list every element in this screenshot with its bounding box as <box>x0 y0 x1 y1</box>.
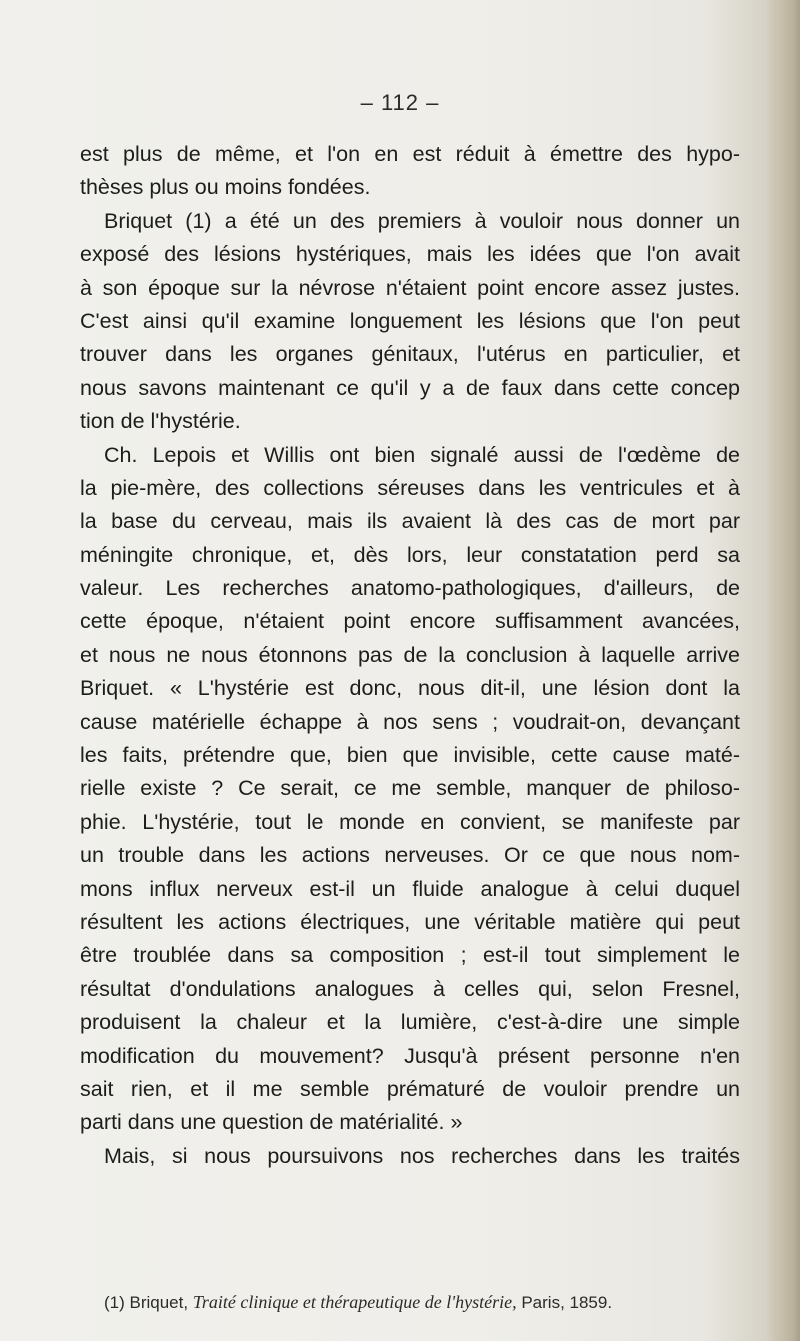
text-line: C'est ainsi qu'il examine longuement les lésions que l'on peut <box>80 308 740 333</box>
footnote <box>104 1292 744 1313</box>
text-line: modification du mouvement? Jusqu'à présent personne n'en <box>80 1043 740 1068</box>
text-line: tion de l'hystérie. <box>80 409 241 434</box>
text-line: Briquet (1) a été un des premiers à vouloir nous donner un <box>104 208 740 233</box>
text-line: nous savons maintenant ce qu'il y a de faux dans cette concep <box>80 375 740 400</box>
text-line: phie. L'hystérie, tout le monde en convient, se manifeste par <box>80 809 740 834</box>
footnote-rest: Paris, 1859. <box>521 1293 613 1312</box>
text-line: Mais, si nous poursuivons nos recherches dans les traités <box>104 1143 740 1168</box>
text-line: résultent les actions électriques, une véritable matière qui peut <box>80 909 740 934</box>
footnote-marker: (1) Briquet, <box>104 1293 189 1312</box>
text-line: résultat d'ondulations analogues à celles qui, selon Fresnel, <box>80 976 740 1001</box>
text-line: être troublée dans sa composition ; est-il tout simplement le <box>80 943 740 968</box>
text-line: et nous ne nous étonnons pas de la conclusion à laquelle arrive <box>80 642 740 667</box>
text-line: Briquet. « L'hystérie est donc, nous dit-il, une lésion dont la <box>80 676 740 701</box>
text-line: un trouble dans les actions nerveuses. Or ce que nous nom- <box>80 843 740 868</box>
text-line: cette époque, n'étaient point encore suffisamment avancées, <box>80 609 740 634</box>
text-line: valeur. Les recherches anatomo-pathologiques, d'ailleurs, de <box>80 576 740 601</box>
footnote-title: Traité clinique et thérapeutique de l'hystérie, <box>192 1292 517 1312</box>
text-line: la base du cerveau, mais ils avaient là des cas de mort par <box>80 509 740 534</box>
text-line: rielle existe ? Ce serait, ce me semble, manquer de philoso- <box>80 776 740 801</box>
text-line: produisent la chaleur et la lumière, c'est-à-dire une simple <box>80 1010 740 1035</box>
text-line: cause matérielle échappe à nos sens ; voudrait-on, devançant <box>80 709 740 734</box>
text-line: est plus de même, et l'on en est réduit à émettre des hypo- <box>80 142 740 166</box>
text-line: mons influx nerveux est-il un fluide analogue à celui duquel <box>80 876 740 901</box>
text-line: exposé des lésions hystériques, mais les idées que l'on avait <box>80 242 740 267</box>
text-line: Ch. Lepois et Willis ont bien signalé aussi de l'œdème de <box>104 442 740 467</box>
body-text <box>80 138 740 1173</box>
page-edge-shadow <box>766 0 800 1341</box>
text-line: à son époque sur la névrose n'étaient point encore assez justes. <box>80 275 740 300</box>
page-number: – 112 – <box>360 90 440 115</box>
text-line: sait rien, et il me semble prématuré de vouloir prendre un <box>80 1076 740 1101</box>
text-line: trouver dans les organes génitaux, l'utérus en particulier, et <box>80 342 740 367</box>
text-line: méningite chronique, et, dès lors, leur constatation perd sa <box>80 542 740 567</box>
text-line: parti dans une question de matérialité. » <box>80 1110 463 1135</box>
text-line: les faits, prétendre que, bien que invisible, cette cause maté- <box>80 743 740 768</box>
text-line: la pie-mère, des collections séreuses dans les ventricules et à <box>80 475 740 500</box>
text-line: thèses plus ou moins fondées. <box>80 175 371 200</box>
